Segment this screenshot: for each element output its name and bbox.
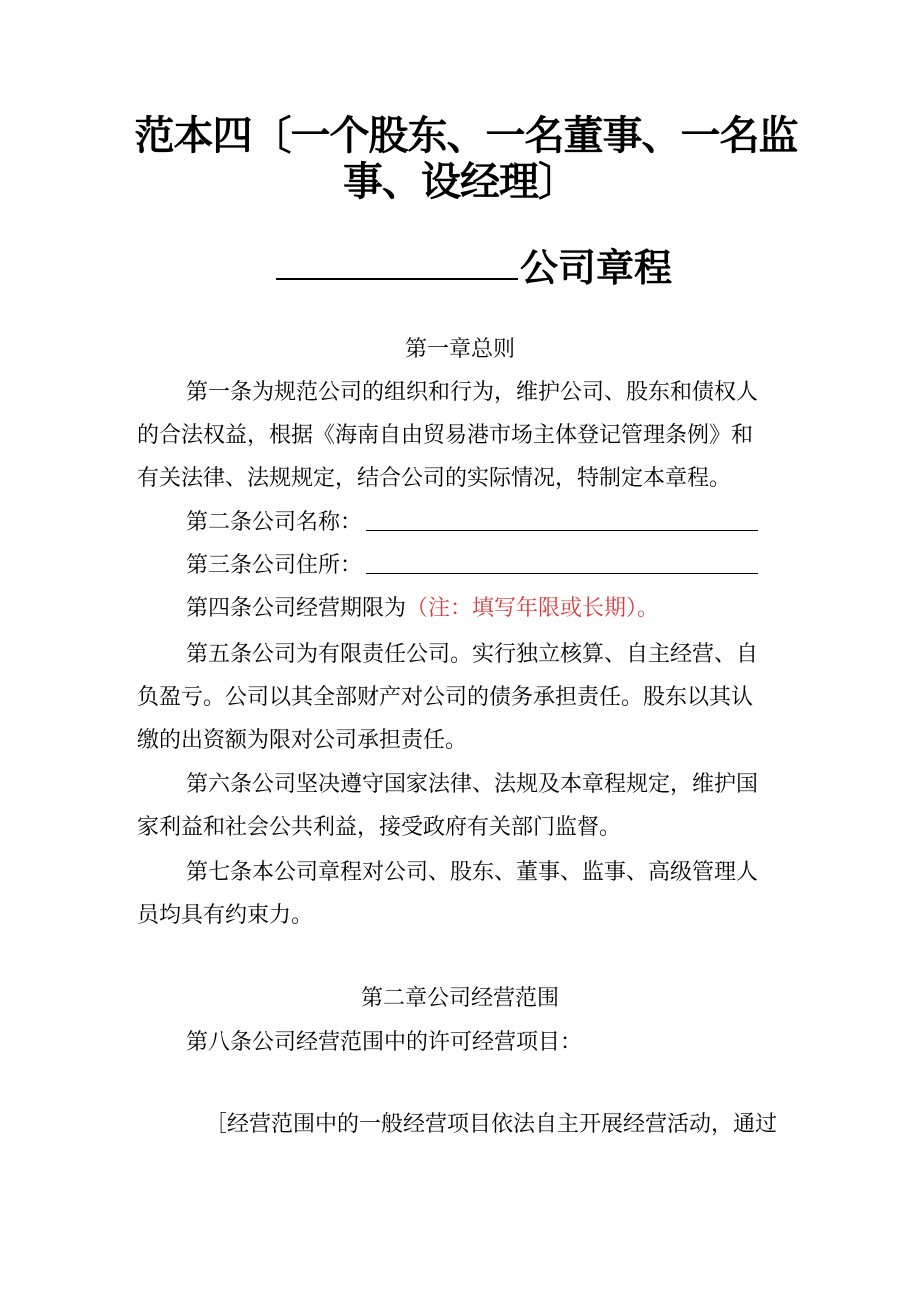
business-scope-note: ［经营范围中的一般经营项目依法自主开展经营活动，通过 — [205, 1112, 778, 1137]
document-title-line-1: 范本四〔一个股东、一名董事、一名监 — [134, 113, 798, 159]
article-7-line-1: 第七条本公司章程对公司、股东、董事、监事、高级管理人 — [186, 860, 759, 885]
article-2 — [186, 508, 758, 538]
article-5-line-2: 负盈亏。公司以其全部财产对公司的债务承担责任。股东以其认 — [137, 685, 754, 710]
company-name-field — [366, 508, 758, 531]
document-title-line-2: 事、设经理〕 — [343, 159, 577, 205]
article-8: 第八条公司经营范围中的许可经营项目： — [186, 1030, 583, 1055]
company-address-field — [366, 551, 758, 574]
article-2-label: 第二条公司名称： — [186, 510, 363, 535]
article-1-line-1: 第一条为规范公司的组织和行为，维护公司、股东和债权人 — [186, 380, 759, 405]
article-5-line-3: 缴的出资额为限对公司承担责任。 — [137, 728, 468, 753]
company-charter-heading — [276, 244, 672, 292]
article-7-line-2: 员均具有约束力。 — [137, 903, 314, 928]
article-1-line-3: 有关法律、法规规定，结合公司的实际情况，特制定本章程。 — [137, 466, 732, 491]
company-name-blank — [276, 244, 518, 280]
article-6-line-1: 第六条公司坚决遵守国家法律、法规及本章程规定，维护国 — [186, 772, 759, 797]
chapter-2-heading: 第二章公司经营范围 — [360, 986, 559, 1011]
article-3 — [186, 551, 758, 581]
article-4-label: 第四条公司经营期限为 — [186, 596, 407, 621]
chapter-1-heading: 第一章总则 — [404, 337, 515, 362]
article-3-label: 第三条公司住所： — [186, 553, 363, 578]
article-1-line-2: 的合法权益，根据《海南自由贸易港市场主体登记管理条例》和 — [137, 423, 754, 448]
article-4-note: （注：填写年限或长期）。 — [406, 596, 660, 621]
article-5-line-1: 第五条公司为有限责任公司。实行独立核算、自主经营、自 — [186, 642, 759, 667]
article-6-line-2: 家利益和社会公共利益，接受政府有关部门监督。 — [137, 815, 622, 840]
article-4 — [186, 594, 659, 624]
company-charter-label: 公司章程 — [520, 246, 673, 290]
